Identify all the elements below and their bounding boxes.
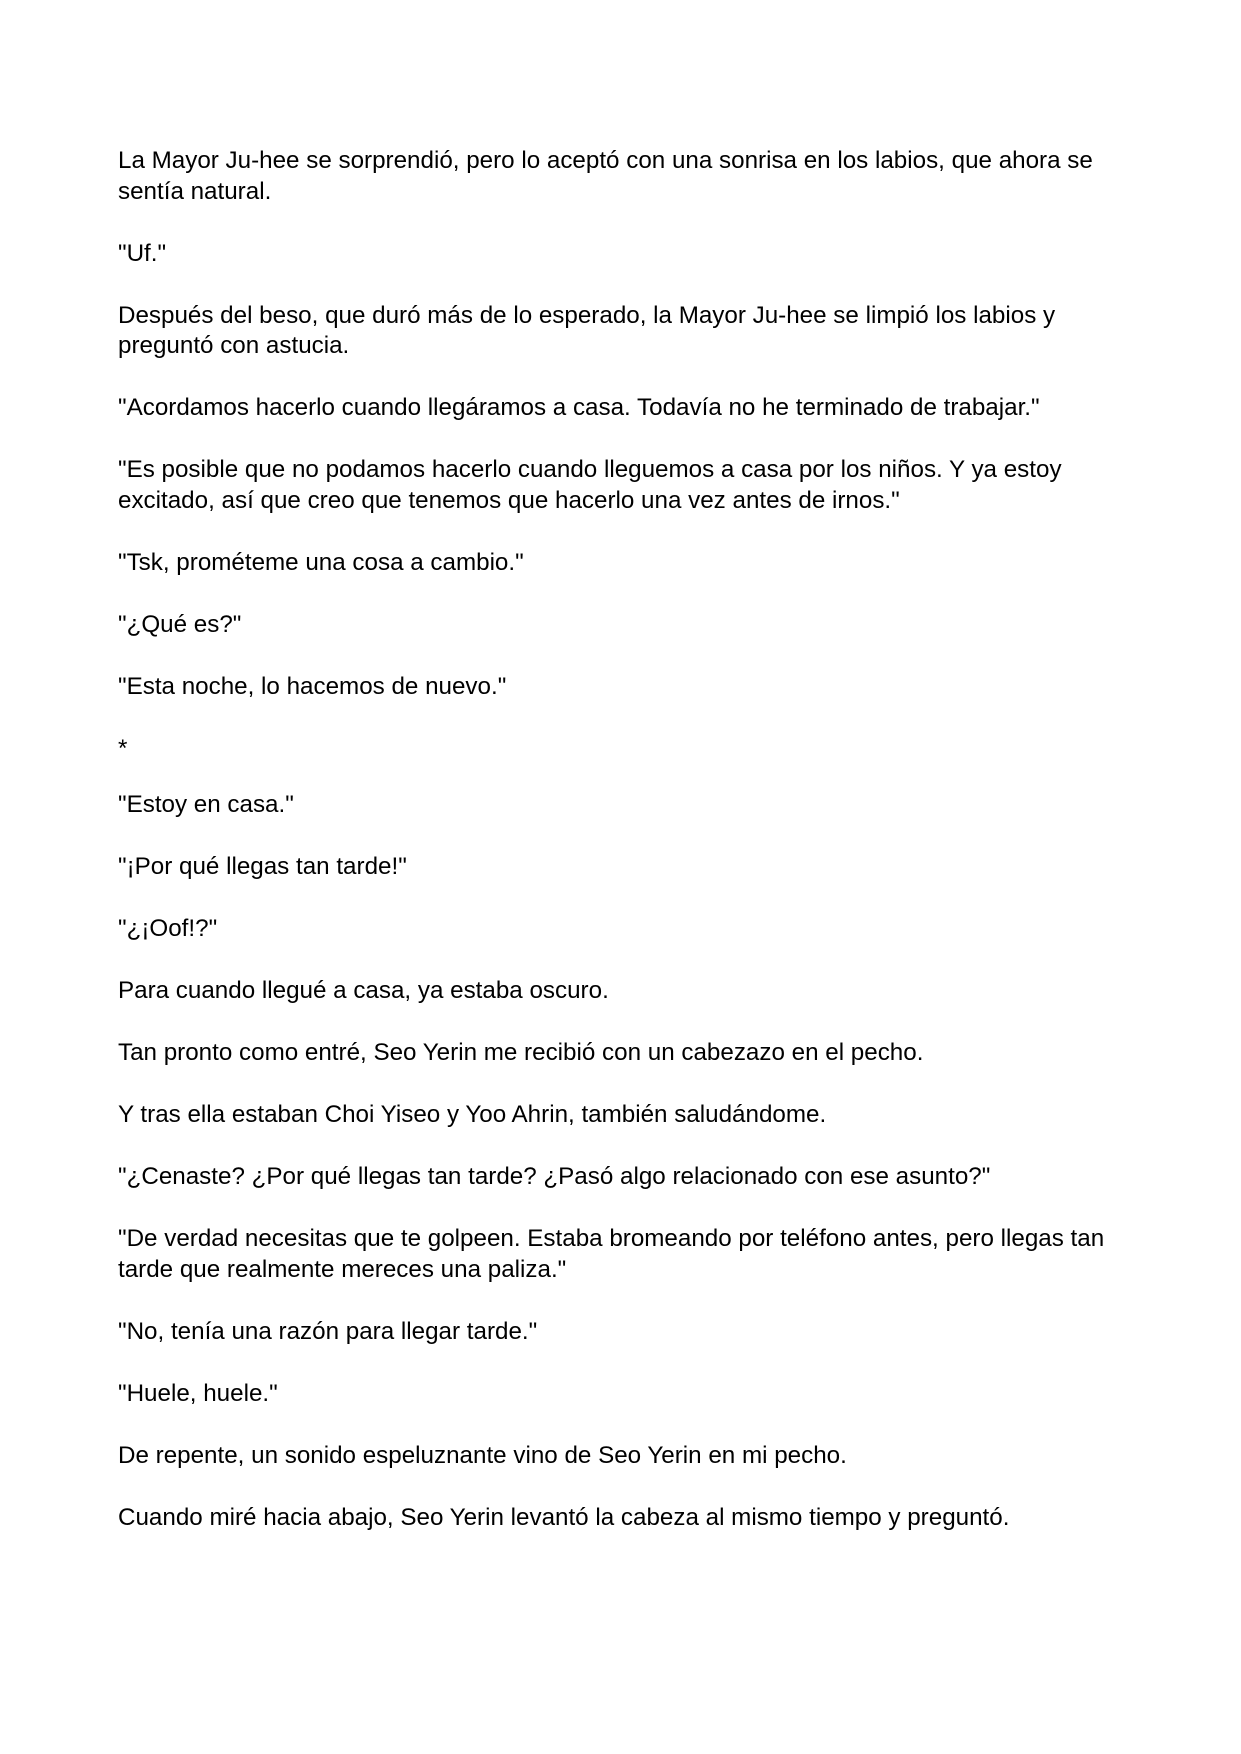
paragraph: "Huele, huele." (118, 1379, 278, 1407)
document-body (118, 146, 1133, 1565)
paragraph: "¿¡Oof!?" (118, 915, 218, 942)
paragraph: De repente, un sonido espeluznante vino de Seo Yerin en mi pecho. (118, 1441, 847, 1469)
paragraph: "Acordamos hacerlo cuando llegáramos a casa. Todavía no he terminado de trabajar." (118, 394, 1040, 421)
paragraph: La Mayor Ju-hee se sorprendió, pero lo aceptó con una sonrisa en los labios, que ahora se sentía natural. (118, 147, 1093, 205)
paragraph: "Esta noche, lo hacemos de nuevo." (118, 672, 507, 700)
paragraph: Para cuando llegué a casa, ya estaba oscuro. (118, 977, 609, 1004)
paragraph: "Uf." (118, 239, 167, 267)
paragraph: Tan pronto como entré, Seo Yerin me recibió con un cabezazo en el pecho. (118, 1039, 924, 1066)
paragraph: Después del beso, que duró más de lo esperado, la Mayor Ju-hee se limpió los labios y preguntó con astucia. (118, 301, 1056, 359)
paragraph: "De verdad necesitas que te golpeen. Estaba bromeando por teléfono antes, pero llegas tan tarde que realmente mereces una paliza." (118, 1225, 1105, 1283)
paragraph: "¿Qué es?" (118, 610, 242, 638)
paragraph: "¡Por qué llegas tan tarde!" (118, 853, 407, 880)
paragraph: "Es posible que no podamos hacerlo cuando lleguemos a casa por los niños. Y ya estoy excitado, así que creo que tenemos que hacerlo una vez antes de irnos." (118, 456, 1062, 514)
paragraph: "Tsk, prométeme una cosa a cambio." (118, 548, 524, 576)
paragraph: "Estoy en casa." (118, 791, 294, 818)
paragraph: "¿Cenaste? ¿Por qué llegas tan tarde? ¿Pasó algo relacionado con ese asunto?" (118, 1163, 991, 1190)
paragraph: Y tras ella estaban Choi Yiseo y Yoo Ahrin, también saludándome. (118, 1101, 827, 1128)
scene-break: * (118, 734, 128, 762)
paragraph: Cuando miré hacia abajo, Seo Yerin levantó la cabeza al mismo tiempo y preguntó. (118, 1503, 1010, 1531)
paragraph: "No, tenía una razón para llegar tarde." (118, 1317, 538, 1345)
